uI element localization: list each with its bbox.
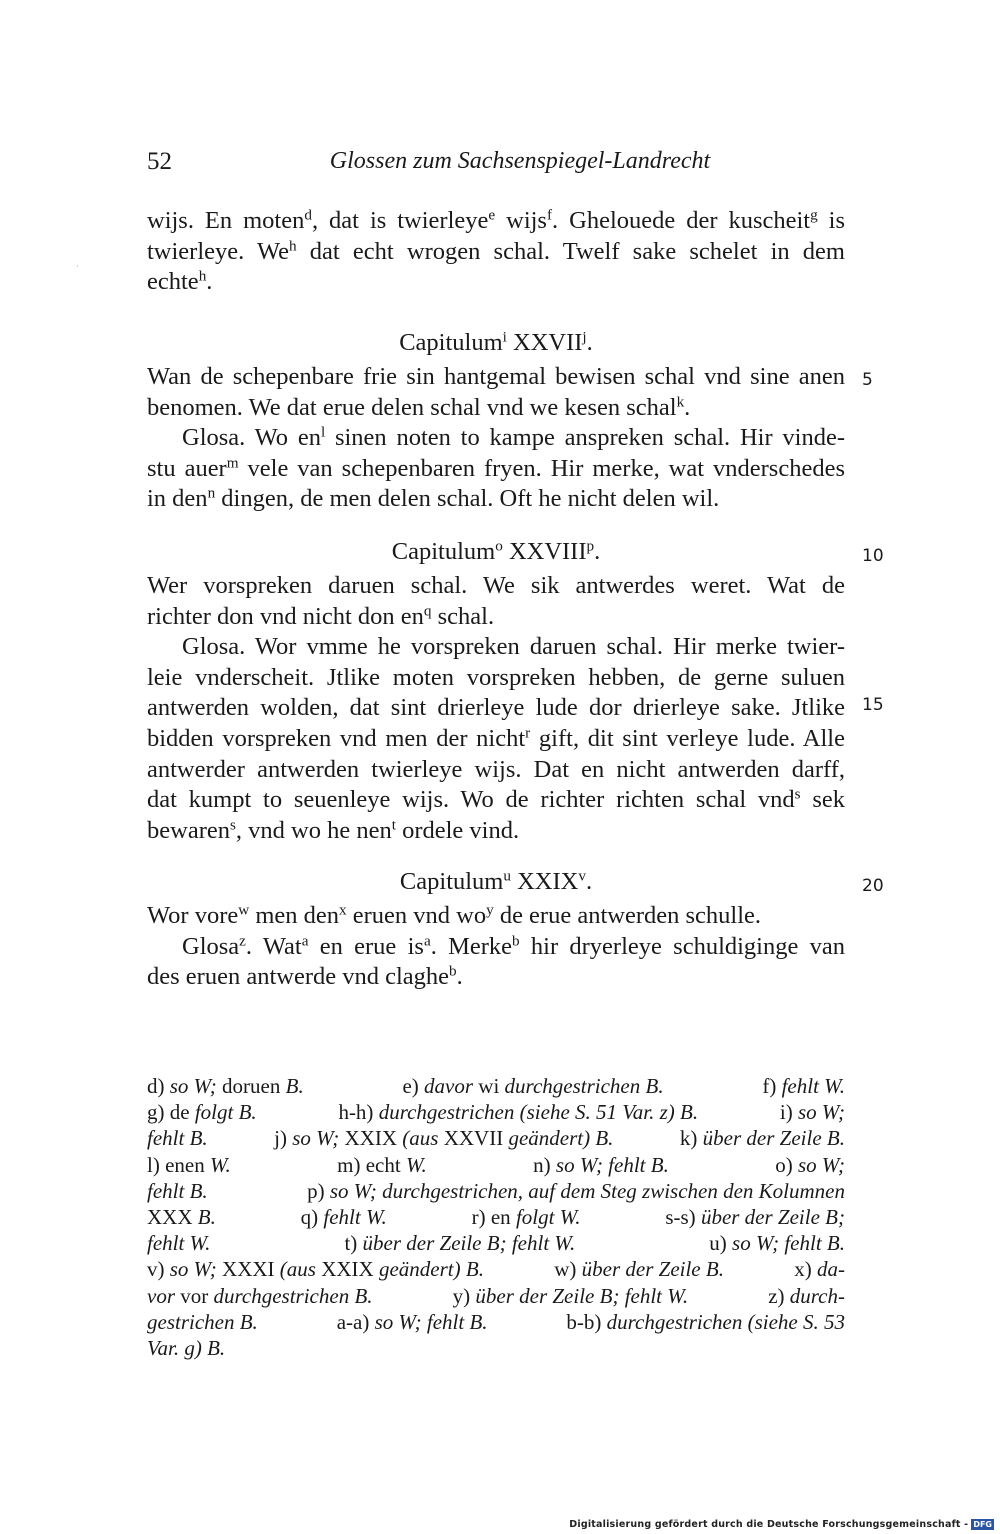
apparatus-line (147, 1125, 845, 1151)
apparatus-line (147, 1283, 845, 1309)
apparatus-note: t) über der Zeile B; fehlt W. (344, 1231, 576, 1256)
apparatus-note: vor vor durchgestrichen B. (147, 1283, 373, 1308)
apparatus-line (147, 1099, 845, 1125)
apparatus-note: g) de folgt B. (147, 1100, 257, 1125)
apparatus-note: b-b) durchgestrichen (siehe S. 53 (566, 1309, 845, 1334)
apparatus-note: d) so W; doruen B. (147, 1074, 304, 1098)
text-line: Wan de schepenbare frie sin hantgemal bewisen schal vnd sine anen (147, 363, 845, 390)
intro-paragraph (147, 206, 845, 298)
apparatus-line (147, 1230, 845, 1256)
apparatus-note: l) enen W. (147, 1152, 231, 1177)
apparatus-note: i) so W; (779, 1100, 845, 1125)
apparatus-line (147, 1178, 845, 1204)
text-line: antwerden wolden, dat sint drierleye lude dor drierleye sake. Jtlike (147, 694, 845, 722)
digitization-credit (569, 1519, 994, 1530)
dfg-logo: DFG (973, 1520, 992, 1529)
chapter-27 (147, 328, 845, 515)
apparatus-note: z) durch- (768, 1283, 845, 1308)
apparatus-note: y) über der Zeile B; fehlt W. (452, 1283, 689, 1308)
apparatus-note: Var. g) B. (147, 1335, 226, 1360)
text-line: dat kumpt to seuenleye wijs. Wo de richter richten schal vnd$^s$ sek (147, 785, 845, 814)
apparatus-line (147, 1073, 845, 1099)
text-line: Wer vorspreken daruen schal. We sik antwerdes weret. Wat de (147, 572, 845, 599)
apparatus-line (147, 1152, 845, 1178)
running-title: Glossen zum Sachsenspiegel-Landrecht (329, 148, 711, 174)
line-number: 5 (862, 370, 873, 390)
text-line: stu auer$^m$ vele van schepenbaren fryen. Hir merke, wat vnderschedes (147, 454, 845, 482)
text-line: Glosa. Wo $en^l$ sinen noten to kampe anspreken schal. Hir vinde- (182, 423, 845, 452)
apparatus-note: k) über der Zeile B. (679, 1126, 845, 1151)
text-line: Wor vore$^w$ men den$^x$ eruen vnd $wo^y$ de erue antwerden schulle. (147, 901, 762, 929)
text-line: des eruen antwerde vnd claghe$^b$. (147, 962, 463, 991)
apparatus-note: n) so W; fehlt B. (533, 1152, 669, 1177)
critical-apparatus (147, 1073, 845, 1361)
line-number: 10 (862, 546, 884, 566)
text-line: wijs. En moten$^d$, dat is twierleye$^e$ wijs$^f$. Ghelouede der kuscheit$^g$ is (147, 206, 846, 234)
apparatus-note: o) so W; (775, 1152, 845, 1177)
chapter-heading: Capitulum$^o$ XXVIII$^p$. (391, 537, 601, 565)
apparatus-note: f) fehlt W. (762, 1074, 845, 1098)
apparatus-note: fehlt W. (147, 1231, 211, 1256)
apparatus-note: j) so W; XXIX (aus XXVII geändert) B. (274, 1126, 614, 1151)
apparatus-note: fehlt B. (147, 1126, 208, 1151)
apparatus-note: v) so W; XXXI (aus XXIX geändert) B. (147, 1257, 484, 1282)
apparatus-note: p) so W; durchgestrichen, auf dem Steg zwischen den Kolumnen (307, 1178, 845, 1203)
apparatus-line (147, 1256, 845, 1282)
text-line: echte$^h$. (147, 267, 213, 296)
apparatus-note: a-a) so W; fehlt B. (336, 1309, 488, 1334)
chapter-28 (147, 537, 845, 846)
text-line: twierleye. We$^h$ dat echt wrogen schal. Twelf sake schelet in dem (147, 237, 845, 265)
text-line: leie vnderscheit. Jtlike moten vorspreken hebben, de gerne suluen (147, 663, 845, 691)
apparatus-note: w) über der Zeile B. (554, 1257, 724, 1282)
text-line: richter don vnd nicht don $en^q$ schal. (147, 602, 495, 630)
stray-mark: · (76, 262, 79, 271)
text-line: in den$^n$ dingen, de men delen schal. Oft he nicht delen wil. (147, 485, 720, 513)
credit-text: Digitalisierung gefördert durch die Deutsche Forschungsgemeinschaft - (569, 1519, 969, 1530)
apparatus-note: u) so W; fehlt B. (709, 1231, 845, 1256)
apparatus-note: gestrichen B. (147, 1309, 258, 1334)
chapter-29 (147, 867, 845, 993)
apparatus-note: x) da- (794, 1257, 845, 1282)
text-line: Glosa$^z$. Wat$^a$ en erue $is^a$. Merke$^b$ hir dryerleye schuldiginge van (182, 932, 846, 960)
chapter-heading: Capitulum$^i$ XXVII$^j$. (399, 328, 593, 356)
apparatus-note: m) echt W. (337, 1152, 427, 1177)
apparatus-line (147, 1204, 845, 1230)
apparatus-line (147, 1335, 845, 1361)
apparatus-note: XXX B. (147, 1204, 216, 1229)
apparatus-note: e) davor wi durchgestrichen B. (402, 1074, 664, 1098)
apparatus-note: s-s) über der Zeile B; (665, 1204, 845, 1229)
line-number: 15 (862, 695, 884, 715)
text-line: Glosa. Wor vmme he vorspreken daruen schal. Hir merke twier- (182, 633, 845, 661)
apparatus-note: r) en folgt W. (471, 1204, 581, 1229)
line-number: 20 (862, 876, 884, 896)
apparatus-note: q) fehlt W. (300, 1204, 387, 1229)
apparatus-line (147, 1309, 845, 1335)
text-line: antwerder antwerden twierleye wijs. Dat en nicht antwerden darff, (147, 755, 845, 783)
page-number: 52 (147, 148, 172, 175)
apparatus-note: fehlt B. (147, 1178, 208, 1203)
text-line: bewaren$^s$, vnd wo he nen$^t$ ordele vind. (147, 816, 520, 844)
apparatus-note: h-h) durchgestrichen (siehe S. 51 Var. z) B. (338, 1100, 699, 1125)
text-line: bidden vorspreken vnd men der nicht$^r$ gift, dit sint verleye lude. Alle (147, 724, 845, 752)
text-line: benomen. We dat erue delen schal vnd we kesen schal$^k$. (147, 393, 691, 421)
chapter-heading: Capitulum$^u$ XXIX$^v$. (399, 867, 593, 895)
